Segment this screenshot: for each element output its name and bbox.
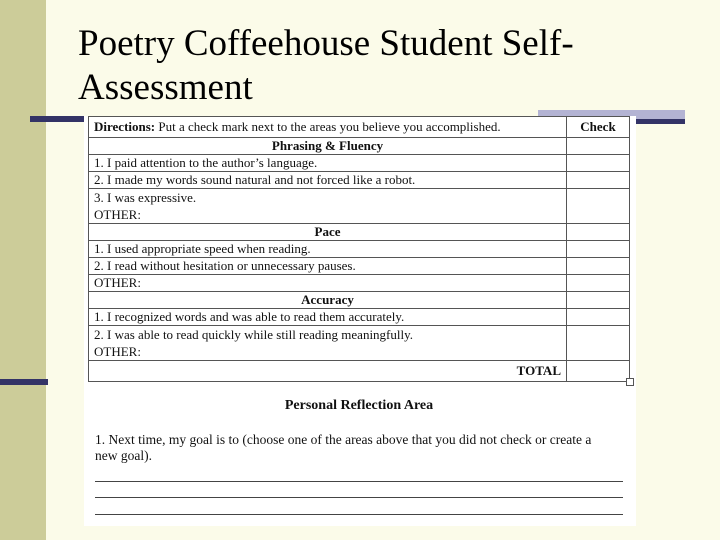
section-heading: Accuracy <box>89 292 567 309</box>
accent-bar-top-left <box>30 116 88 122</box>
table-row <box>89 275 630 292</box>
table-header-row <box>89 117 630 138</box>
check-cell[interactable] <box>567 292 630 309</box>
table-row <box>89 155 630 172</box>
reflection-prompt: 1. Next time, my goal is to (choose one of the areas above that you did not check or create a new goal). <box>95 432 592 463</box>
table-resize-handle[interactable] <box>626 378 634 386</box>
check-cell[interactable] <box>567 172 630 189</box>
section-heading-row <box>89 292 630 309</box>
total-cell[interactable] <box>567 361 630 382</box>
check-cell[interactable] <box>567 138 630 155</box>
section-heading: Pace <box>89 224 567 241</box>
check-column-header: Check <box>567 117 630 138</box>
check-cell[interactable] <box>567 155 630 172</box>
table-row <box>89 309 630 326</box>
other-label: OTHER: <box>94 344 141 359</box>
check-cell[interactable] <box>567 241 630 258</box>
criterion-text: 3. I was expressive. <box>94 190 197 205</box>
criterion-text: 2. I made my words sound natural and not forced like a robot. <box>89 172 567 189</box>
check-cell[interactable] <box>567 258 630 275</box>
table-row <box>89 189 630 224</box>
check-cell[interactable] <box>567 309 630 326</box>
directions-label: Directions: <box>94 119 156 134</box>
accent-bar-left <box>0 379 48 385</box>
section-heading: Phrasing & Fluency <box>89 138 567 155</box>
table-row <box>89 241 630 258</box>
check-cell[interactable] <box>567 326 630 361</box>
check-cell[interactable] <box>567 189 630 224</box>
slide-sidebar-band <box>0 0 46 540</box>
answer-line[interactable] <box>95 514 623 515</box>
self-assessment-table <box>88 116 630 382</box>
other-label: OTHER: <box>94 207 141 222</box>
other-label: OTHER: <box>89 275 567 292</box>
reflection-title: Personal Reflection Area <box>284 398 434 413</box>
answer-line[interactable] <box>95 497 623 498</box>
criterion-text: 1. I used appropriate speed when reading. <box>89 241 567 258</box>
accent-bar-top-right-dark <box>630 119 685 124</box>
total-label: TOTAL <box>89 361 567 382</box>
total-row <box>89 361 630 382</box>
section-heading-row <box>89 138 630 155</box>
answer-line[interactable] <box>95 481 623 482</box>
criterion-text-group <box>89 326 567 361</box>
section-heading-row <box>89 224 630 241</box>
table-row <box>89 326 630 361</box>
table-row <box>89 172 630 189</box>
directions-cell <box>89 117 567 138</box>
criterion-text: 1. I paid attention to the author’s language. <box>89 155 567 172</box>
criterion-text-group <box>89 189 567 224</box>
criterion-text: 2. I read without hesitation or unnecessary pauses. <box>89 258 567 275</box>
check-cell[interactable] <box>567 224 630 241</box>
slide-title: Poetry Coffeehouse Student Self-Assessment <box>78 23 574 108</box>
check-cell[interactable] <box>567 275 630 292</box>
criterion-text: 1. I recognized words and was able to read them accurately. <box>89 309 567 326</box>
directions-text: Put a check mark next to the areas you believe you accomplished. <box>155 119 501 134</box>
criterion-text: 2. I was able to read quickly while still reading meaningfully. <box>94 327 414 342</box>
table-row <box>89 258 630 275</box>
